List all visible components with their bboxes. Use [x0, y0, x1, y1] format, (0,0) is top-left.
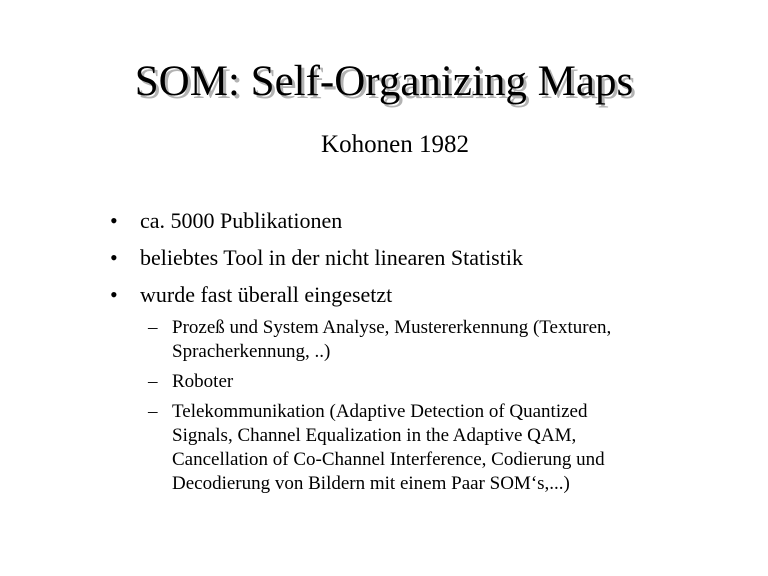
bullet-text: ca. 5000 Publikationen: [140, 208, 343, 233]
slide-title: SOM: Self-Organizing Maps: [134, 58, 634, 105]
dash-icon: –: [148, 371, 158, 392]
slide-subtitle: Kohonen 1982: [321, 131, 469, 158]
bullet-icon: •: [110, 208, 118, 233]
bullet-text: beliebtes Tool in der nicht linearen Statistik: [140, 245, 523, 270]
sub-bullet-line: Roboter: [172, 371, 234, 392]
bullet-text: wurde fast überall eingesetzt: [140, 282, 393, 307]
dash-icon: –: [148, 317, 158, 338]
sub-bullet-item: [144, 400, 704, 496]
sub-bullet-line: Signals, Channel Equalization in the Adaptive QAM,: [172, 425, 577, 446]
bullet-item: [108, 276, 728, 313]
bullet-icon: •: [110, 282, 118, 307]
sub-bullet-line: Telekommunikation (Adaptive Detection of Quantized: [172, 401, 588, 422]
bullet-item: [108, 239, 728, 276]
sub-bullet-list: [144, 316, 704, 502]
sub-bullet-line: Cancellation of Co-Channel Interference, Codierung und: [172, 449, 605, 470]
dash-icon: –: [148, 401, 158, 422]
sub-bullet-line: Prozeß und System Analyse, Mustererkennung (Texturen,: [172, 317, 612, 338]
bullet-item: [108, 202, 728, 239]
bullet-icon: •: [110, 245, 118, 270]
sub-bullet-line: Decodierung von Bildern mit einem Paar SOM‘s,...): [172, 473, 570, 494]
sub-bullet-item: [144, 316, 704, 364]
sub-bullet-item: [144, 370, 704, 394]
sub-bullet-line: Spracherkennung, ..): [172, 341, 331, 362]
bullet-list: [108, 202, 728, 313]
